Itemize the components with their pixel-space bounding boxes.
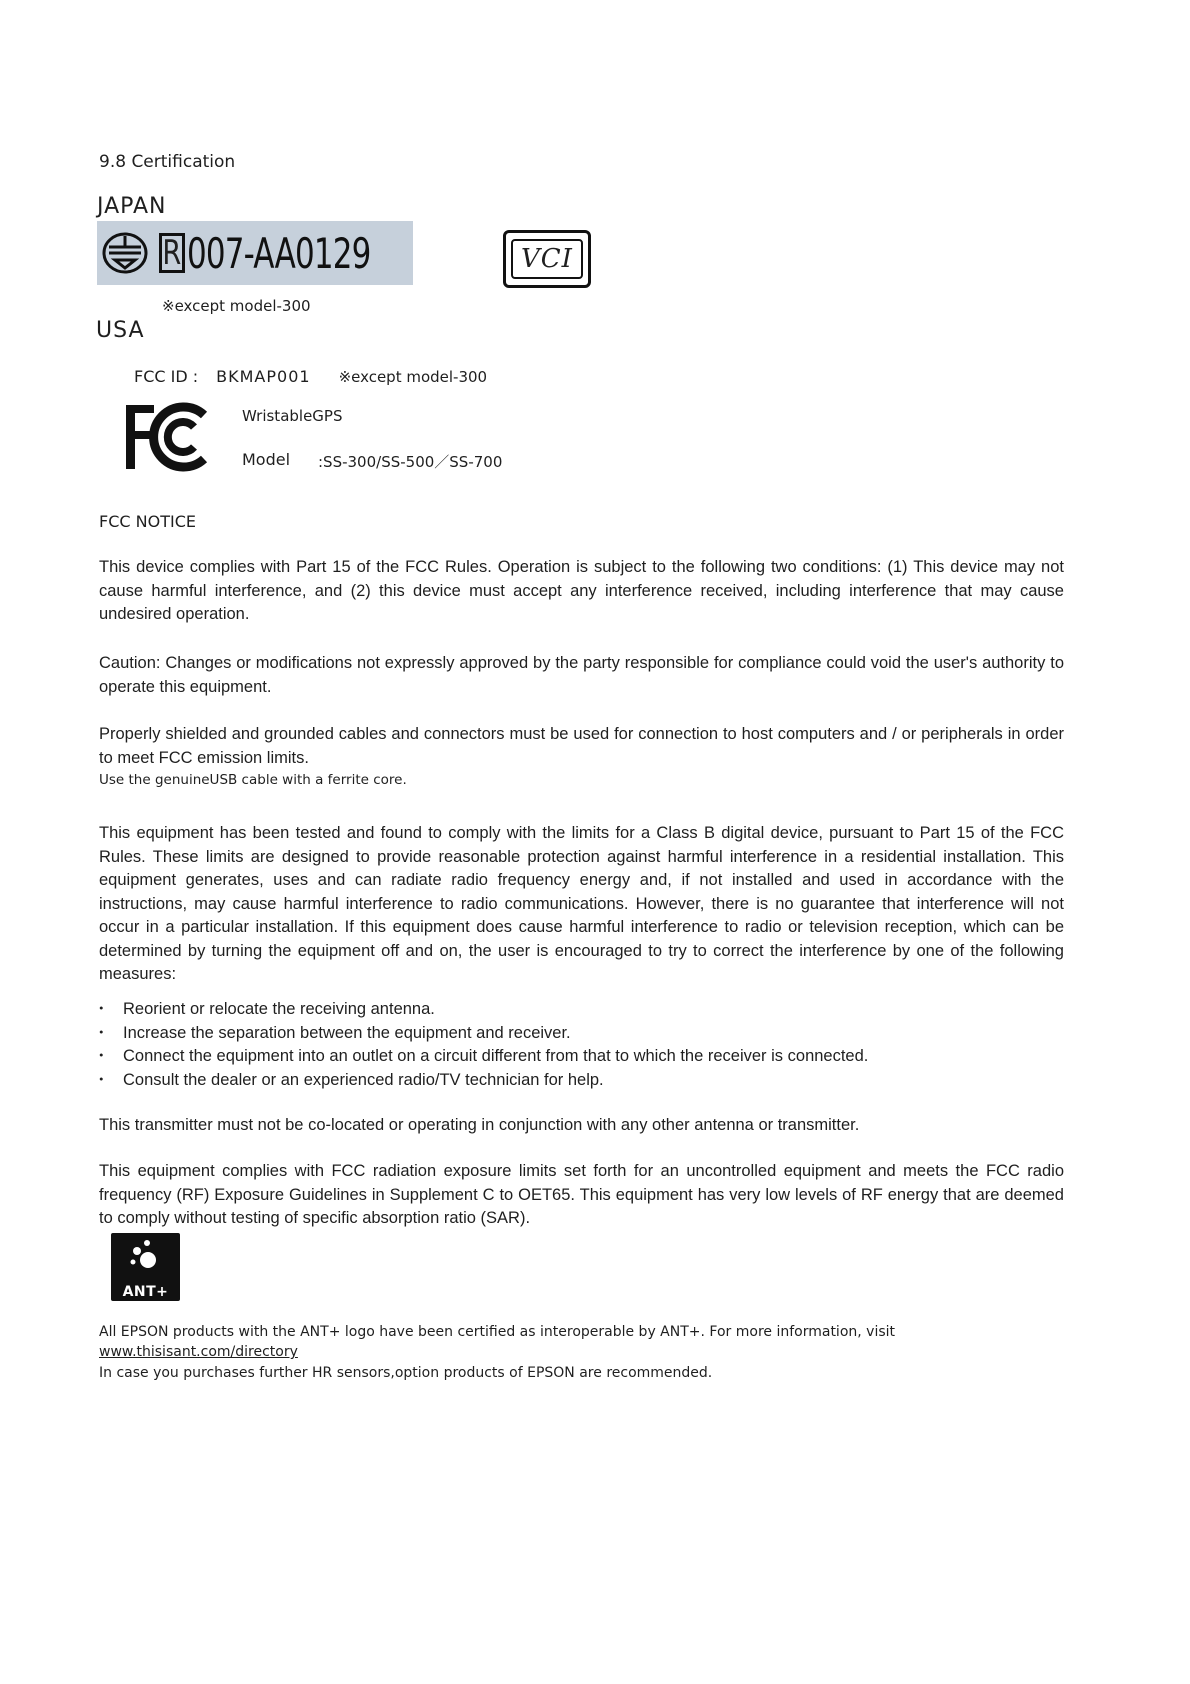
- ant-plus-dots-icon: [111, 1233, 180, 1279]
- fcc-id-row: [134, 367, 487, 386]
- fcc-id-note: ※except model-300: [338, 368, 488, 386]
- fcc-notice-paragraph-1: This device complies with Part 15 of the FCC Rules. Operation is subject to the following two conditions: (1) This device may not cause harmful interference, and (2) this device must accept any interference received, including interference that may cause undesired operation.: [99, 558, 1064, 623]
- fcc-notice-paragraph-4: This equipment has been tested and found to comply with the limits for a Class B digital device, pursuant to Part 15 of the FCC Rules. These limits are designed to provide reasonable protection against harmful interference in a residential installation. This equipment generates, uses and can radiate radio frequency energy and, if not installed and used in accordance with the instructions, may cause harmful interference to radio communications. However, there is no guarantee that interference will not occur in a particular installation. If this equipment does cause harmful interference to radio or television reception, which can be determined by turning the equipment off and on, the user is encouraged to try to correct the interference by one of the following measures:: [99, 824, 1064, 983]
- telec-r: R: [162, 233, 182, 273]
- telec-giteki-icon: [101, 230, 159, 276]
- fcc-logo-icon: [122, 401, 218, 473]
- vcci-text: VCI: [521, 244, 573, 274]
- hr-sensor-note: In case you purchases further HR sensors,option products of EPSON are recommended.: [99, 1365, 713, 1381]
- telec-mark: [97, 221, 413, 285]
- ant-plus-logo: [111, 1233, 180, 1301]
- list-item: ・ Increase the separation between the equipment and receiver.: [99, 1022, 1064, 1046]
- ant-certification-text: All EPSON products with the ANT+ logo have been certified as interoperable by ANT+. For more information, visit: [99, 1324, 896, 1340]
- list-item: ・ Consult the dealer or an experienced radio/TV technician for help.: [99, 1069, 1064, 1093]
- usa-heading: USA: [96, 318, 145, 343]
- fcc-notice-heading: FCC NOTICE: [99, 512, 196, 531]
- fcc-notice-caution: Caution: Changes or modifications not expressly approved by the party responsible for compliance could void the user's authority to operate this equipment.: [99, 654, 1064, 696]
- ant-plus-logo-text: ANT+: [122, 1284, 169, 1300]
- fcc-id-value: BKMAP001: [216, 367, 311, 386]
- fcc-notice-paragraph-6: This equipment complies with FCC radiation exposure limits set forth for an uncontrolled equipment and meets the FCC radio frequency (RF) Exposure Guidelines in Supplement C to OET65. This equipment has very low levels of RF energy that are deemed to comply without testing of specific absorption ratio (SAR).: [99, 1162, 1064, 1227]
- fcc-notice-paragraph-5: This transmitter must not be co-located or operating in conjunction with any other antenna or transmitter.: [99, 1116, 860, 1134]
- product-name: WristableGPS: [242, 407, 343, 425]
- telec-r-box: [159, 233, 185, 273]
- usb-cable-note: Use the genuineUSB cable with a ferrite core.: [99, 772, 407, 788]
- section-title: 9.8 Certification: [99, 152, 236, 172]
- vcci-logo: [503, 230, 591, 288]
- model-value: :SS-300/SS-500／SS-700: [318, 453, 503, 471]
- fcc-id-label: FCC ID :: [134, 367, 199, 386]
- list-item: ・ Connect the equipment into an outlet on a circuit different from that to which the receiver is connected.: [99, 1045, 1064, 1069]
- japan-except-note: ※except model-300: [162, 297, 311, 315]
- fcc-notice-paragraph-3: Properly shielded and grounded cables and connectors must be used for connection to host computers and / or peripherals in order to meet FCC emission limits.: [99, 725, 1064, 767]
- japan-heading: JAPAN: [97, 194, 167, 219]
- interference-measures-list: [99, 998, 1064, 1092]
- list-item: ・ Reorient or relocate the receiving antenna.: [99, 998, 1064, 1022]
- telec-number: 007-AA0129: [187, 228, 371, 278]
- ant-directory-link[interactable]: www.thisisant.com/directory: [99, 1344, 298, 1360]
- model-label: Model: [242, 450, 291, 469]
